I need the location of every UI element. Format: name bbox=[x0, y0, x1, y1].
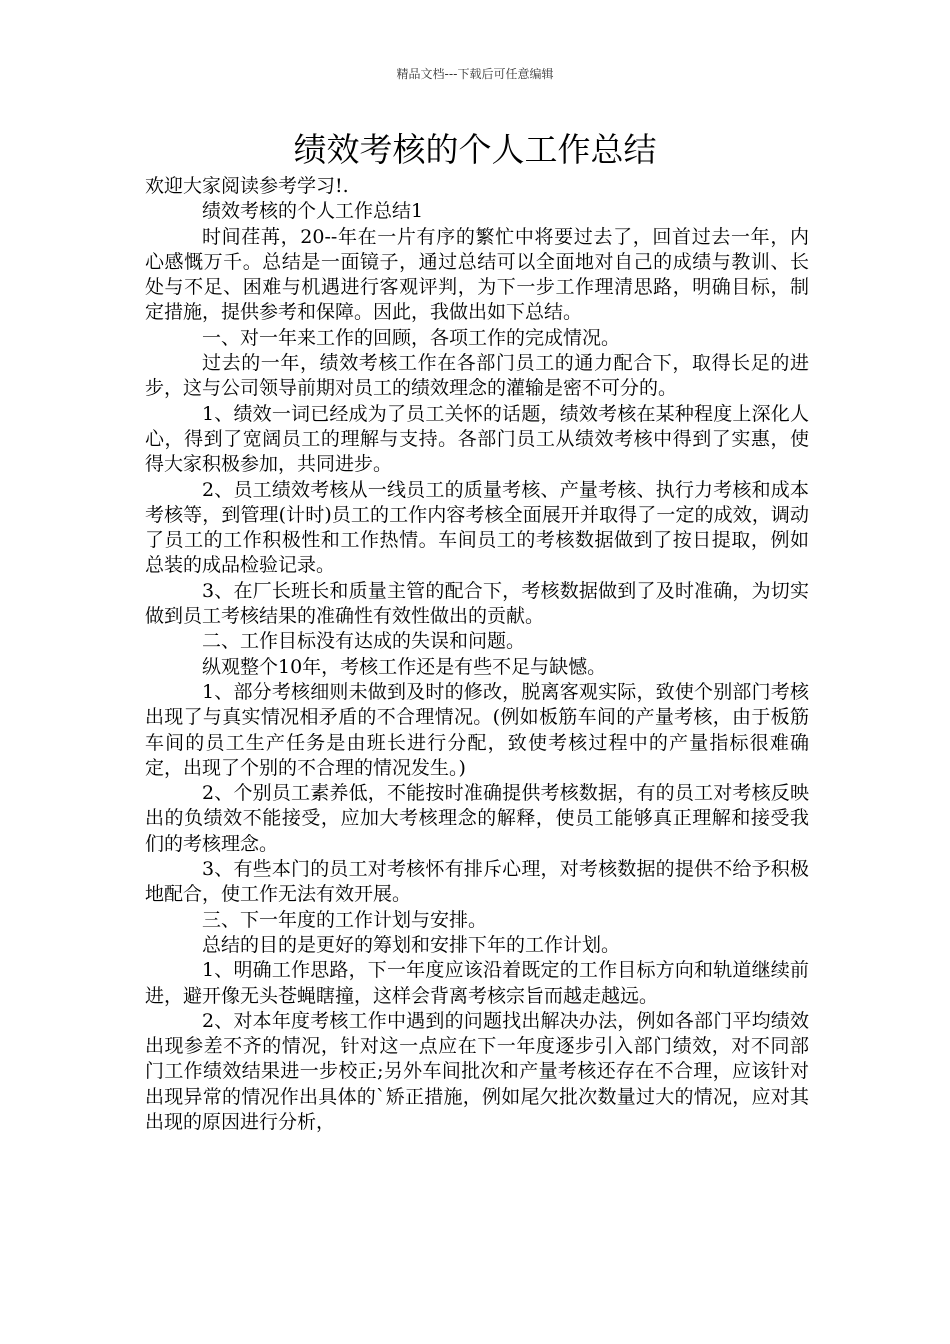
document-body bbox=[145, 174, 809, 1135]
paragraph: 2、对本年度考核工作中遇到的问题找出解决办法，例如各部门平均绩效出现参差不齐的情况，针对这一点应在下一年度逐步引入部门绩效，对不同部门工作绩效结果进一步校正;另外车间批次和产量考核还存在不合理，应该针对出现异常的情况作出具体的`矫正措施，例如尾欠批次数量过大的情况，应对其出现的原因进行分析， bbox=[145, 1009, 809, 1133]
paragraph: 3、有些本门的员工对考核怀有排斥心理，对考核数据的提供不给予积极地配合，使工作无法有效开展。 bbox=[145, 858, 809, 906]
section-heading: 三、下一年度的工作计划与安排。 bbox=[202, 908, 488, 931]
paragraph: 时间荏苒，20--年在一片有序的繁忙中将要过去了，回首过去一年，内心感慨万千。总结是一面镜子，通过总结可以全面地对自己的成绩与教训、长处与不足、困难与机遇进行客观评判，为下一步工作理清思路，明确目标，制定措施，提供参考和保障。因此，我做出如下总结。 bbox=[145, 225, 809, 324]
section-heading: 绩效考核的个人工作总结1 bbox=[202, 200, 424, 223]
paragraph: 过去的一年，绩效考核工作在各部门员工的通力配合下，取得长足的进步，这与公司领导前期对员工的绩效理念的灌输是密不可分的。 bbox=[145, 352, 809, 400]
paragraph: 1、绩效一词已经成为了员工关怀的话题，绩效考核在某种程度上深化人心，得到了宽阔员工的理解与支持。各部门员工从绩效考核中得到了实惠，使得大家积极参加，共同进步。 bbox=[145, 402, 809, 476]
document-title: 绩效考核的个人工作总结 bbox=[293, 130, 657, 169]
section-heading: 一、对一年来工作的回顾，各项工作的完成情况。 bbox=[202, 326, 621, 349]
paragraph: 总结的目的是更好的筹划和安排下年的工作计划。 bbox=[202, 933, 621, 956]
paragraph: 1、明确工作思路，下一年度应该沿着既定的工作目标方向和轨道继续前进，避开像无头苍蝇瞎撞，这样会背离考核宗旨而越走越远。 bbox=[145, 959, 809, 1007]
paragraph: 2、员工绩效考核从一线员工的质量考核、产量考核、执行力考核和成本考核等，到管理(计时)员工的工作内容考核全面展开并取得了一定的成效，调动了员工的工作积极性和工作热情。车间员工的考核数据做到了按日提取，例如总装的成品检验记录。 bbox=[145, 478, 809, 577]
intro-line: 欢迎大家阅读参考学习!. bbox=[145, 175, 349, 197]
section-heading: 二、工作目标没有达成的失误和问题。 bbox=[202, 630, 526, 653]
paragraph: 1、部分考核细则未做到及时的修改，脱离客观实际，致使个别部门考核出现了与真实情况相矛盾的不合理情况。(例如板筋车间的产量考核，由于板筋车间的员工生产任务是由班长进行分配，致使考核过程中的产量指标很难确定，出现了个别的不合理的情况发生。) bbox=[145, 680, 809, 779]
page-header-watermark: 精品文档---下载后可任意编辑 bbox=[396, 67, 554, 81]
paragraph: 3、在厂长班长和质量主管的配合下，考核数据做到了及时准确，为切实做到员工考核结果的准确性有效性做出的贡献。 bbox=[145, 579, 809, 628]
paragraph: 纵观整个10年，考核工作还是有些不足与缺憾。 bbox=[202, 655, 607, 678]
paragraph: 2、个别员工素养低，不能按时准确提供考核数据，有的员工对考核反映出的负绩效不能接受，应加大考核理念的解释，使员工能够真正理解和接受我们的考核理念。 bbox=[145, 782, 809, 855]
